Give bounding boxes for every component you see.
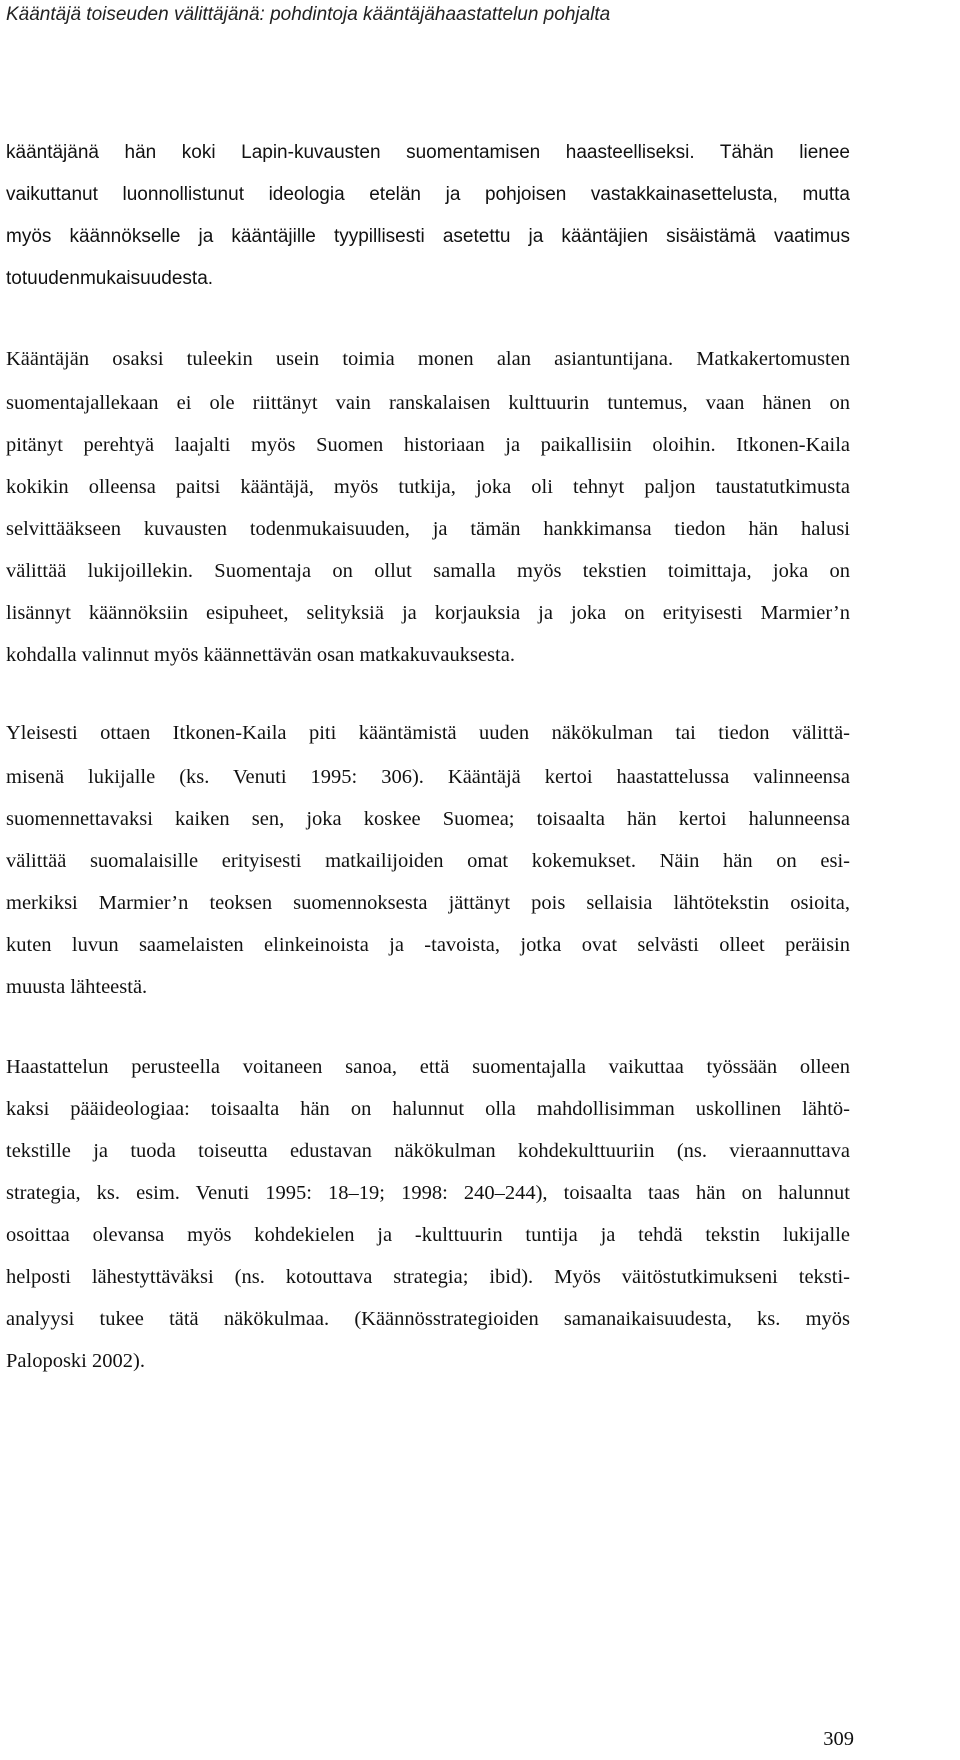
paragraph-line: Haastattelun perusteella voitaneen sanoa, että suomentajalla vaikuttaa työssään olleen (6, 1056, 850, 1078)
paragraph-line: misenä lukijalle (ks. Venuti 1995: 306). Kääntäjä kertoi haastattelussa valinneensa (6, 766, 850, 788)
paragraph-line: kuten luvun saamelaisten elinkeinoista ja -tavoista, jotka ovat selvästi olleet peräisin (6, 934, 850, 956)
paragraph-line: Yleisesti ottaen Itkonen-Kaila piti kääntämistä uuden näkökulman tai tiedon välittä- (6, 722, 850, 744)
paragraph-line: myös käännökselle ja kääntäjille tyypillisesti asetettu ja kääntäjien sisäistämä vaatimus (6, 226, 850, 247)
running-header: Kääntäjä toiseuden välittäjänä: pohdintoja kääntäjähaastattelun pohjalta (6, 4, 611, 25)
paragraph-line: välittää suomalaisille erityisesti matkailijoiden omat kokemukset. Näin hän on esi- (6, 850, 850, 872)
paragraph-line: lisännyt käännöksiin esipuheet, selityksiä ja korjauksia ja joka on erityisesti Marmier’n (6, 602, 850, 624)
paragraph-line: Kääntäjän osaksi tuleekin usein toimia monen alan asiantuntijana. Matkakertomusten (6, 348, 850, 370)
paragraph-line: muusta lähteestä. (6, 976, 148, 998)
paragraph-line: tekstille ja tuoda toiseutta edustavan näkökulman kohdekulttuuriin (ns. vieraannuttava (6, 1140, 850, 1162)
page-number: 309 (823, 1728, 854, 1750)
paragraph-line: merkiksi Marmier’n teoksen suomennoksesta jättänyt pois sellaisia lähtötekstin osioita, (6, 892, 850, 914)
paragraph-line: totuudenmukaisuudesta. (6, 268, 214, 289)
paragraph-line: selvittääkseen kuvausten todenmukaisuuden, ja tämän hankkimansa tiedon hän halusi (6, 518, 850, 540)
paragraph-line: kokikin olleensa paitsi kääntäjä, myös tutkija, joka oli tehnyt paljon taustatutkimusta (6, 476, 850, 498)
paragraph-line: vaikuttanut luonnollistunut ideologia etelän ja pohjoisen vastakkainasettelusta, mutta (6, 184, 850, 205)
paragraph-line: osoittaa olevansa myös kohdekielen ja -kulttuurin tuntija ja tehdä tekstin lukijalle (6, 1224, 850, 1246)
paragraph-line: Paloposki 2002). (6, 1350, 145, 1372)
paragraph-line: kääntäjänä hän koki Lapin-kuvausten suomentamisen haasteelliseksi. Tähän lienee (6, 142, 850, 163)
paragraph-line: suomentajallekaan ei ole riittänyt vain ranskalaisen kulttuurin tuntemus, vaan hänen on (6, 392, 850, 414)
paragraph-line: välittää lukijoillekin. Suomentaja on ollut samalla myös tekstien toimittaja, joka on (6, 560, 850, 582)
paragraph-line: strategia, ks. esim. Venuti 1995: 18–19; 1998: 240–244), toisaalta taas hän on halunnut (6, 1182, 850, 1204)
paragraph-line: kohdalla valinnut myös käännettävän osan matkakuvauksesta. (6, 644, 515, 666)
paragraph-line: helposti lähestyttäväksi (ns. kotouttava strategia; ibid). Myös väitöstutkimukseni teksti- (6, 1266, 850, 1288)
paragraph-line: kaksi pääideologiaa: toisaalta hän on halunnut olla mahdollisimman uskollinen lähtö- (6, 1098, 850, 1120)
paragraph-line: suomennettavaksi kaiken sen, joka koskee Suomea; toisaalta hän kertoi halunneensa (6, 808, 850, 830)
paragraph-line: pitänyt perehtyä laajalti myös Suomen historiaan ja paikallisiin oloihin. Itkonen-Kaila (6, 434, 850, 456)
paragraph-line: analyysi tukee tätä näkökulmaa. (Käännösstrategioiden samanaikaisuudesta, ks. myös (6, 1308, 850, 1330)
